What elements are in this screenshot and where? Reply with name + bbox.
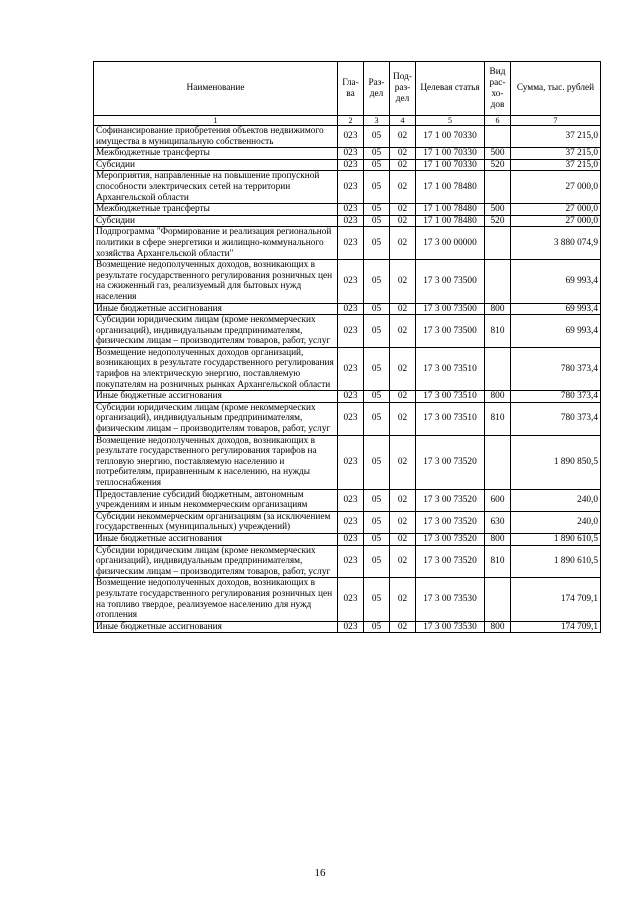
cell-glava: 023 [338,159,364,171]
cell-sum: 27 000,0 [511,171,601,204]
cell-sum: 240,0 [511,511,601,533]
table-row [94,578,601,621]
cell-target: 17 3 00 73520 [416,489,485,511]
cell-target: 17 3 00 73500 [416,260,485,303]
header-name: Наименование [94,62,338,116]
cell-vid: 520 [485,215,511,227]
cell-sum: 69 993,4 [511,303,601,315]
cell-sum: 3 880 074,9 [511,227,601,260]
table-row [94,159,601,171]
cell-sum: 37 215,0 [511,148,601,160]
cell-vid [485,347,511,390]
cell-target: 17 3 00 73500 [416,303,485,315]
cell-name: Субсидии [94,215,338,227]
cell-podrazdel: 02 [390,578,416,621]
cell-razdel: 05 [364,215,390,227]
cell-vid: 810 [485,402,511,435]
cell-razdel: 05 [364,578,390,621]
cell-name: Иные бюджетные ассигнования [94,303,338,315]
cell-target: 17 3 00 73520 [416,511,485,533]
table-row [94,621,601,633]
cell-vid [485,435,511,489]
cell-glava: 023 [338,391,364,403]
cell-glava: 023 [338,227,364,260]
cell-razdel: 05 [364,391,390,403]
table-row [94,511,601,533]
cell-razdel: 05 [364,315,390,348]
cell-sum: 1 890 850,5 [511,435,601,489]
table-row [94,303,601,315]
cell-glava: 023 [338,578,364,621]
cell-podrazdel: 02 [390,227,416,260]
table-row [94,489,601,511]
cell-vid: 800 [485,391,511,403]
cell-sum: 780 373,4 [511,391,601,403]
cell-sum: 780 373,4 [511,402,601,435]
cell-target: 17 3 00 73510 [416,391,485,403]
cell-sum: 240,0 [511,489,601,511]
column-number: 5 [416,116,485,126]
cell-razdel: 05 [364,402,390,435]
cell-podrazdel: 02 [390,159,416,171]
cell-podrazdel: 02 [390,303,416,315]
table-body [94,126,601,633]
table-row [94,391,601,403]
cell-razdel: 05 [364,171,390,204]
cell-target: 17 1 00 78480 [416,204,485,216]
cell-name: Мероприятия, направленные на повышение пропускной способности электрических сетей на территории Архангельской области [94,171,338,204]
cell-glava: 023 [338,260,364,303]
cell-glava: 023 [338,126,364,148]
cell-target: 17 3 00 73520 [416,533,485,545]
column-number: 6 [485,116,511,126]
cell-razdel: 05 [364,260,390,303]
cell-podrazdel: 02 [390,315,416,348]
cell-razdel: 05 [364,621,390,633]
cell-vid: 500 [485,204,511,216]
cell-name: Субсидии юридическим лицам (кроме некоммерческих организаций), индивидуальным предпринимателям, физическим лицам – производителям товаров, работ, услуг [94,315,338,348]
cell-target: 17 3 00 73500 [416,315,485,348]
table-row [94,435,601,489]
cell-sum: 174 709,1 [511,621,601,633]
cell-target: 17 1 00 70330 [416,126,485,148]
cell-name: Подпрограмма "Формирование и реализация региональной политики в сфере энергетики и жилищно-коммунального хозяйства Архангельской области" [94,227,338,260]
header-podrazdel: Под-раз-дел [390,62,416,116]
cell-name: Межбюджетные трансферты [94,148,338,160]
cell-razdel: 05 [364,435,390,489]
column-number: 3 [364,116,390,126]
cell-vid: 800 [485,303,511,315]
cell-vid [485,227,511,260]
cell-glava: 023 [338,533,364,545]
column-number: 7 [511,116,601,126]
cell-podrazdel: 02 [390,171,416,204]
table-row [94,171,601,204]
cell-name: Субсидии юридическим лицам (кроме некоммерческих организаций), индивидуальным предпринимателям, физическим лицам – производителям товаров, работ, услуг [94,402,338,435]
cell-podrazdel: 02 [390,489,416,511]
cell-vid [485,578,511,621]
header-row [94,62,601,116]
cell-name: Возмещение недополученных доходов, возникающих в результате государственного регулирования тарифов на тепловую энергию, поставляемую населению и потребителям, приравненным к населению, на нужды теплоснабжения [94,435,338,489]
cell-vid: 630 [485,511,511,533]
cell-sum: 37 215,0 [511,159,601,171]
cell-podrazdel: 02 [390,204,416,216]
cell-name: Софинансирование приобретения объектов недвижимого имущества в муниципальную собственность [94,126,338,148]
cell-vid [485,171,511,204]
cell-vid: 600 [485,489,511,511]
cell-name: Возмещение недополученных доходов, возникающих в результате государственного регулирования розничных цен на топливо твердое, реализуемое населению для нужд отопления [94,578,338,621]
cell-vid: 800 [485,533,511,545]
cell-sum: 69 993,4 [511,315,601,348]
table-row [94,545,601,578]
budget-table [93,61,601,633]
cell-sum: 37 215,0 [511,126,601,148]
cell-podrazdel: 02 [390,533,416,545]
cell-name: Возмещение недополученных доходов организаций, возникающих в результате государственного регулирования тарифов на электрическую энергию, поставляемую покупателям на розничных рынках Архангельской области [94,347,338,390]
column-number-row [94,116,601,126]
cell-glava: 023 [338,435,364,489]
table-row [94,347,601,390]
cell-target: 17 3 00 73530 [416,578,485,621]
cell-target: 17 1 00 78480 [416,215,485,227]
cell-target: 17 3 00 00000 [416,227,485,260]
table-row [94,315,601,348]
cell-podrazdel: 02 [390,621,416,633]
cell-target: 17 1 00 70330 [416,148,485,160]
cell-vid [485,126,511,148]
table-row [94,227,601,260]
cell-glava: 023 [338,171,364,204]
cell-vid: 800 [485,621,511,633]
header-sum: Сумма, тыс. рублей [511,62,601,116]
cell-podrazdel: 02 [390,545,416,578]
cell-podrazdel: 02 [390,215,416,227]
cell-name: Субсидии некоммерческим организациям (за исключением государственных (муниципальных) учреждений) [94,511,338,533]
cell-glava: 023 [338,402,364,435]
cell-podrazdel: 02 [390,347,416,390]
table-row [94,260,601,303]
column-number: 1 [94,116,338,126]
cell-name: Субсидии [94,159,338,171]
table-row [94,402,601,435]
column-number: 4 [390,116,416,126]
cell-glava: 023 [338,511,364,533]
cell-razdel: 05 [364,489,390,511]
cell-target: 17 1 00 70330 [416,159,485,171]
table-row [94,204,601,216]
cell-sum: 174 709,1 [511,578,601,621]
cell-sum: 1 890 610,5 [511,533,601,545]
cell-razdel: 05 [364,303,390,315]
column-number: 2 [338,116,364,126]
cell-razdel: 05 [364,347,390,390]
header-razdel: Раз-дел [364,62,390,116]
cell-vid: 810 [485,315,511,348]
cell-podrazdel: 02 [390,391,416,403]
cell-razdel: 05 [364,159,390,171]
cell-podrazdel: 02 [390,435,416,489]
header-target: Целевая статья [416,62,485,116]
cell-razdel: 05 [364,148,390,160]
cell-target: 17 3 00 73530 [416,621,485,633]
table-row [94,533,601,545]
cell-razdel: 05 [364,204,390,216]
cell-glava: 023 [338,204,364,216]
cell-glava: 023 [338,215,364,227]
cell-razdel: 05 [364,227,390,260]
cell-name: Межбюджетные трансферты [94,204,338,216]
header-vid: Вид рас-хо-дов [485,62,511,116]
cell-vid: 810 [485,545,511,578]
cell-glava: 023 [338,315,364,348]
cell-podrazdel: 02 [390,260,416,303]
cell-razdel: 05 [364,511,390,533]
cell-sum: 1 890 610,5 [511,545,601,578]
table-row [94,215,601,227]
cell-target: 17 3 00 73520 [416,545,485,578]
cell-target: 17 1 00 78480 [416,171,485,204]
table-row [94,148,601,160]
cell-podrazdel: 02 [390,511,416,533]
cell-glava: 023 [338,347,364,390]
cell-target: 17 3 00 73520 [416,435,485,489]
header-glava: Гла-ва [338,62,364,116]
page-number: 16 [314,867,326,879]
cell-vid [485,260,511,303]
table-row [94,126,601,148]
cell-name: Возмещение недополученных доходов, возникающих в результате государственного регулирования розничных цен на сжиженный газ, реализуемый для бытовых нужд населения [94,260,338,303]
cell-podrazdel: 02 [390,148,416,160]
cell-vid: 520 [485,159,511,171]
cell-glava: 023 [338,545,364,578]
cell-name: Иные бюджетные ассигнования [94,533,338,545]
cell-vid: 500 [485,148,511,160]
cell-glava: 023 [338,621,364,633]
cell-name: Иные бюджетные ассигнования [94,621,338,633]
cell-target: 17 3 00 73510 [416,402,485,435]
cell-sum: 27 000,0 [511,204,601,216]
cell-glava: 023 [338,303,364,315]
cell-podrazdel: 02 [390,126,416,148]
cell-target: 17 3 00 73510 [416,347,485,390]
cell-razdel: 05 [364,545,390,578]
cell-name: Иные бюджетные ассигнования [94,391,338,403]
cell-sum: 69 993,4 [511,260,601,303]
cell-glava: 023 [338,489,364,511]
cell-podrazdel: 02 [390,402,416,435]
cell-name: Предоставление субсидий бюджетным, автономным учреждениям и иным некоммерческим организациям [94,489,338,511]
cell-name: Субсидии юридическим лицам (кроме некоммерческих организаций), индивидуальным предпринимателям, физическим лицам – производителям товаров, работ, услуг [94,545,338,578]
cell-razdel: 05 [364,533,390,545]
cell-glava: 023 [338,148,364,160]
cell-razdel: 05 [364,126,390,148]
cell-sum: 27 000,0 [511,215,601,227]
cell-sum: 780 373,4 [511,347,601,390]
